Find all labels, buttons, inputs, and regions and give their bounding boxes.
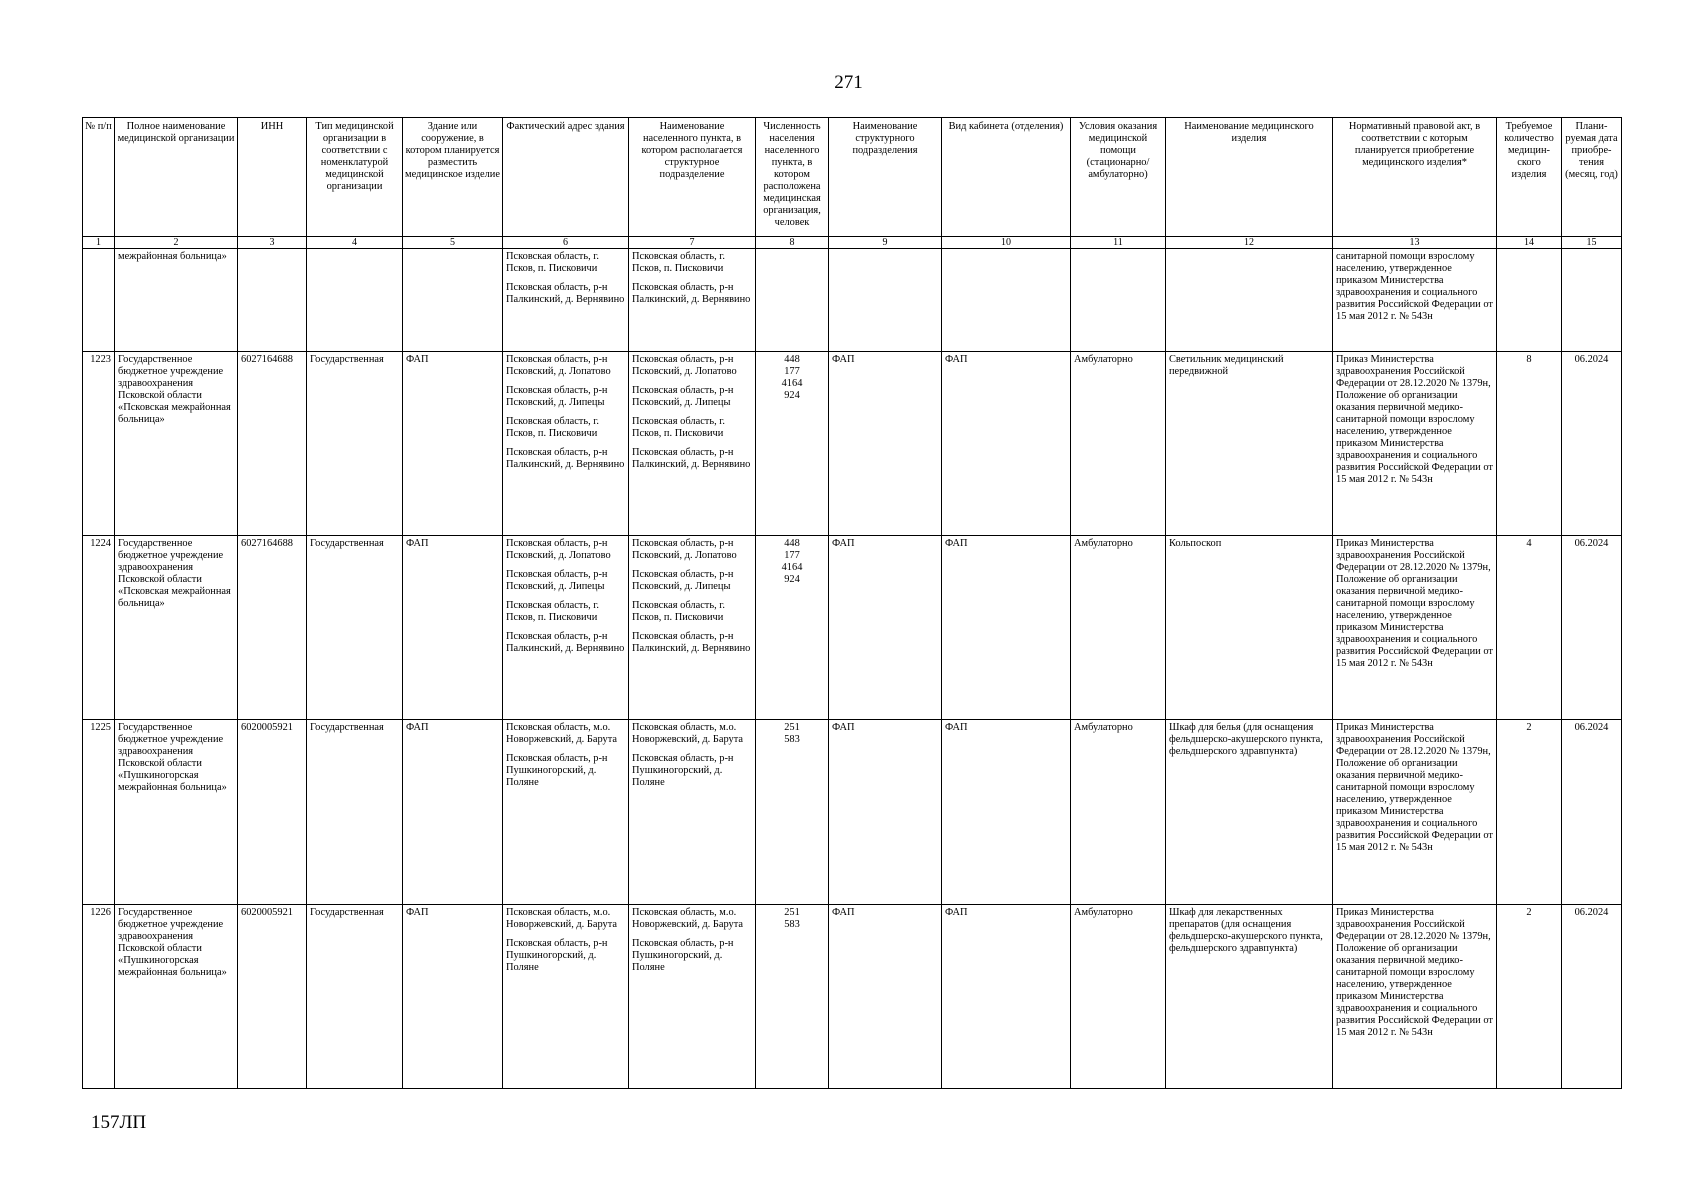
cell-qty [1497,249,1562,352]
column-header: Тип медицинской организации в соответствии с номенклатурой медицинской организации [307,118,403,237]
cell-cabinet [942,249,1071,352]
population-value: 251 [784,722,800,734]
address-line: Псковская область, р-н Палкинский, д. Вернявино [506,631,625,655]
header-row [83,118,1622,237]
address-line: Псковская область, р-н Пушкиногорский, д. Поляне [506,937,608,973]
cell-act: Приказ Министерства здравоохранения Российской Федерации от 28.12.2020 № 1379н, Положение об организации оказания первичной медико-санитарной помощи взрослому населению, утвержденное приказом Министерства здравоохранения и социального развития Российской Федерации от 15 мая 2012 г. № 543н [1333,720,1497,904]
column-number: 2 [115,237,238,249]
cell-org: Государственное бюджетное учреждение здравоохранения Псковской области «Пушкиногорская межрайонная больница» [115,720,238,904]
cell-unit: ФАП [829,904,942,1088]
column-header: Наименование структурного подразделения [829,118,942,237]
cell-date: 06.2024 [1562,720,1622,904]
column-number: 6 [503,237,629,249]
cell-device [1166,249,1333,352]
column-number: 7 [629,237,756,249]
column-number-row [83,237,1622,249]
population-value: 924 [784,574,800,586]
cell-num: 1223 [83,351,115,535]
address-line: Псковская область, м.о. Новоржевский, д. Барута [506,906,617,930]
cell-type: Государственная [307,536,403,720]
cell-unit [829,249,942,352]
column-number: 15 [1562,237,1622,249]
table-row-continued [83,249,1622,352]
population-value: 583 [784,918,800,930]
cell-address [503,351,629,535]
column-header: Плани-руемая дата приобре-тения (месяц, год) [1562,118,1622,237]
cell-building: ФАП [403,536,503,720]
column-header: Наименование медицинского изделия [1166,118,1333,237]
cell-inn: 6020005921 [238,904,307,1088]
column-header: Условия оказания медицинской помощи (стационарно/ амбулаторно) [1071,118,1166,237]
cell-org: Государственное бюджетное учреждение здравоохранения Псковской области «Псковская межрайонная больница» [115,536,238,720]
cell-conditions: Амбулаторно [1071,351,1166,535]
column-number: 5 [403,237,503,249]
column-number: 4 [307,237,403,249]
settlement-line: Псковская область, г. Псков, п. Писковичи [632,251,725,274]
address-line: Псковская область, м.о. Новоржевский, д. Барута [506,722,617,746]
cell-date: 06.2024 [1562,351,1622,535]
cell-device: Кольпоскоп [1166,536,1333,720]
cell-conditions: Амбулаторно [1071,536,1166,720]
cell-unit: ФАП [829,351,942,535]
column-header: Полное наименование медицинской организации [115,118,238,237]
address-line: Псковская область, р-н Псковский, д. Липецы [506,569,608,593]
population-value: 251 [784,906,800,918]
cell-date [1562,249,1622,352]
cell-settlement [629,536,756,720]
cell-qty: 4 [1497,536,1562,720]
address-line: Псковская область, г. Псков, п. Писковичи [506,415,599,439]
cell-unit: ФАП [829,720,942,904]
cell-type: Государственная [307,351,403,535]
settlement-line: Псковская область, р-н Палкинский, д. Вернявино [632,446,751,470]
cell-settlement [629,720,756,904]
cell-address [503,720,629,904]
column-header: Наименование населенного пункта, в котором располагается структурное подразделение [629,118,756,237]
cell-settlement [629,249,756,352]
cell-conditions: Амбулаторно [1071,720,1166,904]
column-header: Требуемое количество медицин-ского изделия [1497,118,1562,237]
cell-type: Государственная [307,904,403,1088]
cell-num: 1226 [83,904,115,1088]
settlement-line: Псковская область, р-н Палкинский, д. Вернявино [632,282,751,305]
address-line: Псковская область, р-н Пушкиногорский, д. Поляне [506,753,608,789]
cell-population [756,351,829,535]
cell-conditions: Амбулаторно [1071,904,1166,1088]
address-line: Псковская область, г. Псков, п. Писковичи [506,600,599,624]
population-value: 4164 [781,562,803,574]
table-row [83,536,1622,720]
cell-num: 1225 [83,720,115,904]
address-line: Псковская область, р-н Псковский, д. Лопатово [506,538,611,562]
column-number: 13 [1333,237,1497,249]
population-value: 4164 [781,377,803,389]
cell-building [403,249,503,352]
column-header: Здание или сооружение, в котором планируется разместить медицинское изделие [403,118,503,237]
page-number: 271 [834,72,863,93]
column-header: Вид кабинета (отделения) [942,118,1071,237]
cell-address [503,249,629,352]
column-number: 9 [829,237,942,249]
cell-population [756,249,829,352]
settlement-line: Псковская область, р-н Псковский, д. Липецы [632,569,734,593]
settlement-line: Псковская область, г. Псков, п. Писковичи [632,600,725,624]
settlement-line: Псковская область, р-н Псковский, д. Липецы [632,384,734,408]
cell-cabinet: ФАП [942,351,1071,535]
settlement-line: Псковская область, р-н Псковский, д. Лопатово [632,353,737,377]
table-row [83,720,1622,904]
address-line: Псковская область, р-н Палкинский, д. Вернявино [506,446,625,470]
column-header: ИНН [238,118,307,237]
address-line: Псковская область, г. Псков, п. Писковичи [506,251,599,274]
address-line: Псковская область, р-н Палкинский, д. Вернявино [506,282,625,305]
column-number: 11 [1071,237,1166,249]
cell-inn: 6020005921 [238,720,307,904]
cell-inn: 6027164688 [238,536,307,720]
settlement-line: Псковская область, м.о. Новоржевский, д. Барута [632,722,743,746]
column-number: 1 [83,237,115,249]
cell-device: Шкаф для лекарственных препаратов (для оснащения фельдшерско-акушерского пункта, фельдшерского здравпункта) [1166,904,1333,1088]
population-value: 924 [784,389,800,401]
column-number: 3 [238,237,307,249]
cell-act: Приказ Министерства здравоохранения Российской Федерации от 28.12.2020 № 1379н, Положение об организации оказания первичной медико-санитарной помощи взрослому населению, утвержденное приказом Министерства здравоохранения и социального развития Российской Федерации от 15 мая 2012 г. № 543н [1333,536,1497,720]
cell-settlement [629,904,756,1088]
population-value: 448 [784,538,800,550]
cell-cabinet: ФАП [942,536,1071,720]
cell-act: Приказ Министерства здравоохранения Российской Федерации от 28.12.2020 № 1379н, Положение об организации оказания первичной медико-санитарной помощи взрослому населению, утвержденное приказом Министерства здравоохранения и социального развития Российской Федерации от 15 мая 2012 г. № 543н [1333,904,1497,1088]
cell-building: ФАП [403,351,503,535]
cell-cabinet: ФАП [942,904,1071,1088]
cell-act: санитарной помощи взрослому населению, утвержденное приказом Министерства здравоохранения и социального развития Российской Федерации от 15 мая 2012 г. № 543н [1333,249,1497,352]
population-value: 448 [784,353,800,365]
column-header: № п/п [83,118,115,237]
settlement-line: Псковская область, р-н Палкинский, д. Вернявино [632,631,751,655]
cell-cabinet: ФАП [942,720,1071,904]
address-line: Псковская область, р-н Псковский, д. Липецы [506,384,608,408]
cell-building: ФАП [403,904,503,1088]
table-row [83,351,1622,535]
column-number: 8 [756,237,829,249]
cell-qty: 2 [1497,904,1562,1088]
cell-settlement [629,351,756,535]
cell-population [756,536,829,720]
cell-inn: 6027164688 [238,351,307,535]
medical-equipment-table [82,117,1622,1089]
cell-device: Светильник медицинский передвижной [1166,351,1333,535]
cell-address [503,536,629,720]
cell-device: Шкаф для белья (для оснащения фельдшерско-акушерского пункта, фельдшерского здравпункта) [1166,720,1333,904]
cell-unit: ФАП [829,536,942,720]
cell-org: Государственное бюджетное учреждение здравоохранения Псковской области «Псковская межрайонная больница» [115,351,238,535]
settlement-line: Псковская область, м.о. Новоржевский, д. Барута [632,906,743,930]
cell-type [307,249,403,352]
table-row [83,904,1622,1088]
cell-population [756,720,829,904]
cell-org: межрайонная больница» [115,249,238,352]
cell-date: 06.2024 [1562,904,1622,1088]
population-value: 177 [784,550,800,562]
cell-type: Государственная [307,720,403,904]
document-code: 157ЛП [91,1112,147,1133]
settlement-line: Псковская область, р-н Пушкиногорский, д. Поляне [632,937,734,973]
cell-qty: 2 [1497,720,1562,904]
cell-qty: 8 [1497,351,1562,535]
column-number: 14 [1497,237,1562,249]
column-number: 12 [1166,237,1333,249]
cell-date: 06.2024 [1562,536,1622,720]
cell-act: Приказ Министерства здравоохранения Российской Федерации от 28.12.2020 № 1379н, Положение об организации оказания первичной медико-санитарной помощи взрослому населению, утвержденное приказом Министерства здравоохранения и социального развития Российской Федерации от 15 мая 2012 г. № 543н [1333,351,1497,535]
cell-conditions [1071,249,1166,352]
settlement-line: Псковская область, г. Псков, п. Писковичи [632,415,725,439]
column-header: Фактический адрес здания [503,118,629,237]
cell-population [756,904,829,1088]
cell-org: Государственное бюджетное учреждение здравоохранения Псковской области «Пушкиногорская межрайонная больница» [115,904,238,1088]
settlement-line: Псковская область, р-н Пушкиногорский, д. Поляне [632,753,734,789]
cell-address [503,904,629,1088]
cell-num [83,249,115,352]
population-value: 583 [784,734,800,746]
address-line: Псковская область, р-н Псковский, д. Лопатово [506,353,611,377]
cell-num: 1224 [83,536,115,720]
population-value: 177 [784,365,800,377]
settlement-line: Псковская область, р-н Псковский, д. Лопатово [632,538,737,562]
cell-building: ФАП [403,720,503,904]
column-header: Численность населения населенного пункта, в котором расположена медицинская организация, человек [756,118,829,237]
column-header: Нормативный правовой акт, в соответствии с которым планируется приобретение медицинского изделия* [1333,118,1497,237]
cell-inn [238,249,307,352]
column-number: 10 [942,237,1071,249]
